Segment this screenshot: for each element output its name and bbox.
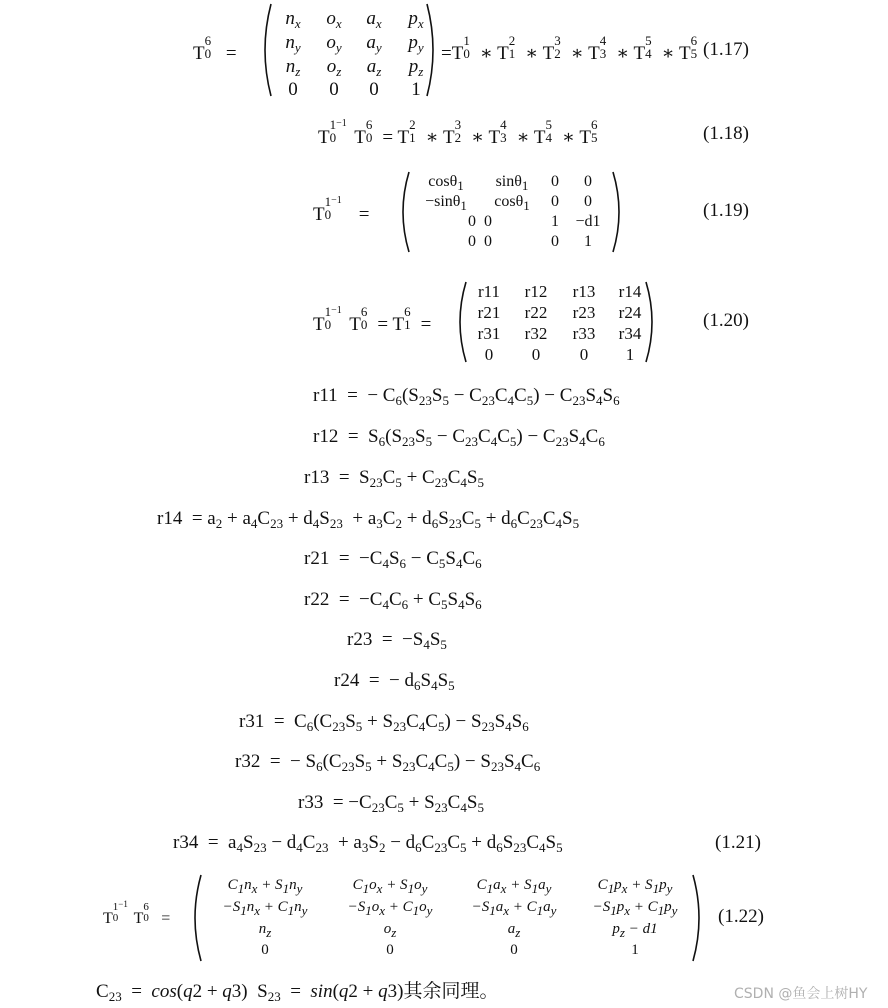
equation-number: (1.20) [703, 310, 749, 331]
eq-1-17-lhs: T 6 0 = [193, 32, 237, 64]
eq-1-19-matrix: cosθ$_1$ sinθ$_1$ 0 0 −sinθ$_1$ cosθ$_1$ 0 0 0 0 1 −d1 0 0 0 1 [425, 173, 601, 250]
eq-1-20-matrix: r11 r12 r13 r14 r21 r22 r23 r24 r31 r32 r33 r34 0 0 0 1 [477, 282, 642, 364]
footer-definitions: $C_{23} = \cos(q2 + q3) S_{23} = \sin(q2 + q3)$其余同理。 [96, 981, 499, 1005]
right-paren [690, 873, 706, 963]
eq-1-22-matrix: $C_1n_x + S_1n_y$ $C_1o_x + S_1o_y$ $C_1a_x + S_1a_y$ $C_1p_x + S_1p_y$ $-S_1n_x + C_1n_y$ $-S_1o_x + C_1o_y$ $-S_1a_x + C_1a_y$ $-S_1p_x + C_1p_y$ $n_z$ $o_z$ $a_z$ $p_z - d1$ 0 0 0 1 [222, 876, 678, 958]
eq-1-17-rhs: =T 1 0 ∗ T 2 1 ∗ T 3 2 ∗ T 4 3 ∗ T 5 4 ∗ T 6 5 [441, 32, 698, 64]
eq-r32: r32 = − $S_6(C_{23}S_5 + S_{23}C_4C_5) - S_{23}S_4C_6$ [235, 751, 541, 775]
eq-r33: $r33 = -C_{23}C_5 + S_{23}C_4S_5$ [298, 792, 484, 816]
eq-r21: $r21 = -C_4S_6 - C_5S_4C_6$ [304, 548, 482, 572]
eq-1-20-lhs: T $1^{-1}$ 0 T 6 0 = T 6 1 = [313, 303, 432, 335]
eq-1-22-lhs: T $1^{-1}$ 0 T 6 0 = [103, 899, 171, 927]
eq-r34: $r34 = a_4S_{23} - d_4C_{23} + a_3S_2 - d_6C_{23}C_5 + d_6S_{23}C_4S_5$ [173, 832, 563, 856]
equation-number: (1.19) [703, 200, 749, 221]
eq-r13: $r13 = S_{23}C_5 + C_{23}C_4S_5$ [304, 467, 484, 491]
eq-r24: r24 = − $d_6S_4S_5$ [334, 670, 455, 694]
equation-number: (1.22) [718, 906, 764, 927]
equation-number: (1.21) [715, 832, 761, 853]
watermark: CSDN @鱼会上树HY [734, 986, 868, 1002]
equation-number: (1.18) [703, 123, 749, 144]
eq-r11: r11 = − $C_6(S_{23}S_5 - C_{23}C_4C_5) - C_{23}S_4S_6$ [313, 385, 620, 409]
eq-r22: $r22 = -C_4C_6 + C_5S_4S_6$ [304, 589, 482, 613]
right-paren [610, 170, 626, 254]
eq-r31: $r31 = C_6(C_{23}S_5 + S_{23}C_4C_5) - S_{23}S_4S_6$ [239, 711, 529, 735]
eq-1-19-lhs: T $1^{-1}$ 0 = [313, 193, 370, 225]
equation-number: (1.17) [703, 39, 749, 60]
eq-r12: $r12 = S_6(S_{23}S_5 - C_{23}C_4C_5) - C_{23}S_4C_6$ [313, 426, 605, 450]
right-paren [643, 280, 659, 364]
eq-r23: $r23 = -S_4S_5$ [347, 629, 447, 653]
footer-note: 其余同理。 [403, 981, 499, 1002]
eq-1-17-matrix: $n_x$ $o_x$ $a_x$ $p_x$ $n_y$ $o_y$ $a_y$ $p_y$ $n_z$ $o_z$ $a_z$ $p_z$ 0 0 0 1 [285, 7, 424, 100]
eq-1-18: T $1^{-1}$ 0 T 6 0 = T 2 1 ∗ T 3 2 ∗ T 4 3 ∗ T 5 4 ∗ T 6 5 [318, 116, 598, 148]
eq-r14: $r14 = a_2 + a_4C_{23} + d_4S_{23} + a_3C_2 + d_6S_{23}C_5 + d_6C_{23}C_4S_5$ [157, 508, 580, 532]
right-paren [424, 2, 440, 98]
